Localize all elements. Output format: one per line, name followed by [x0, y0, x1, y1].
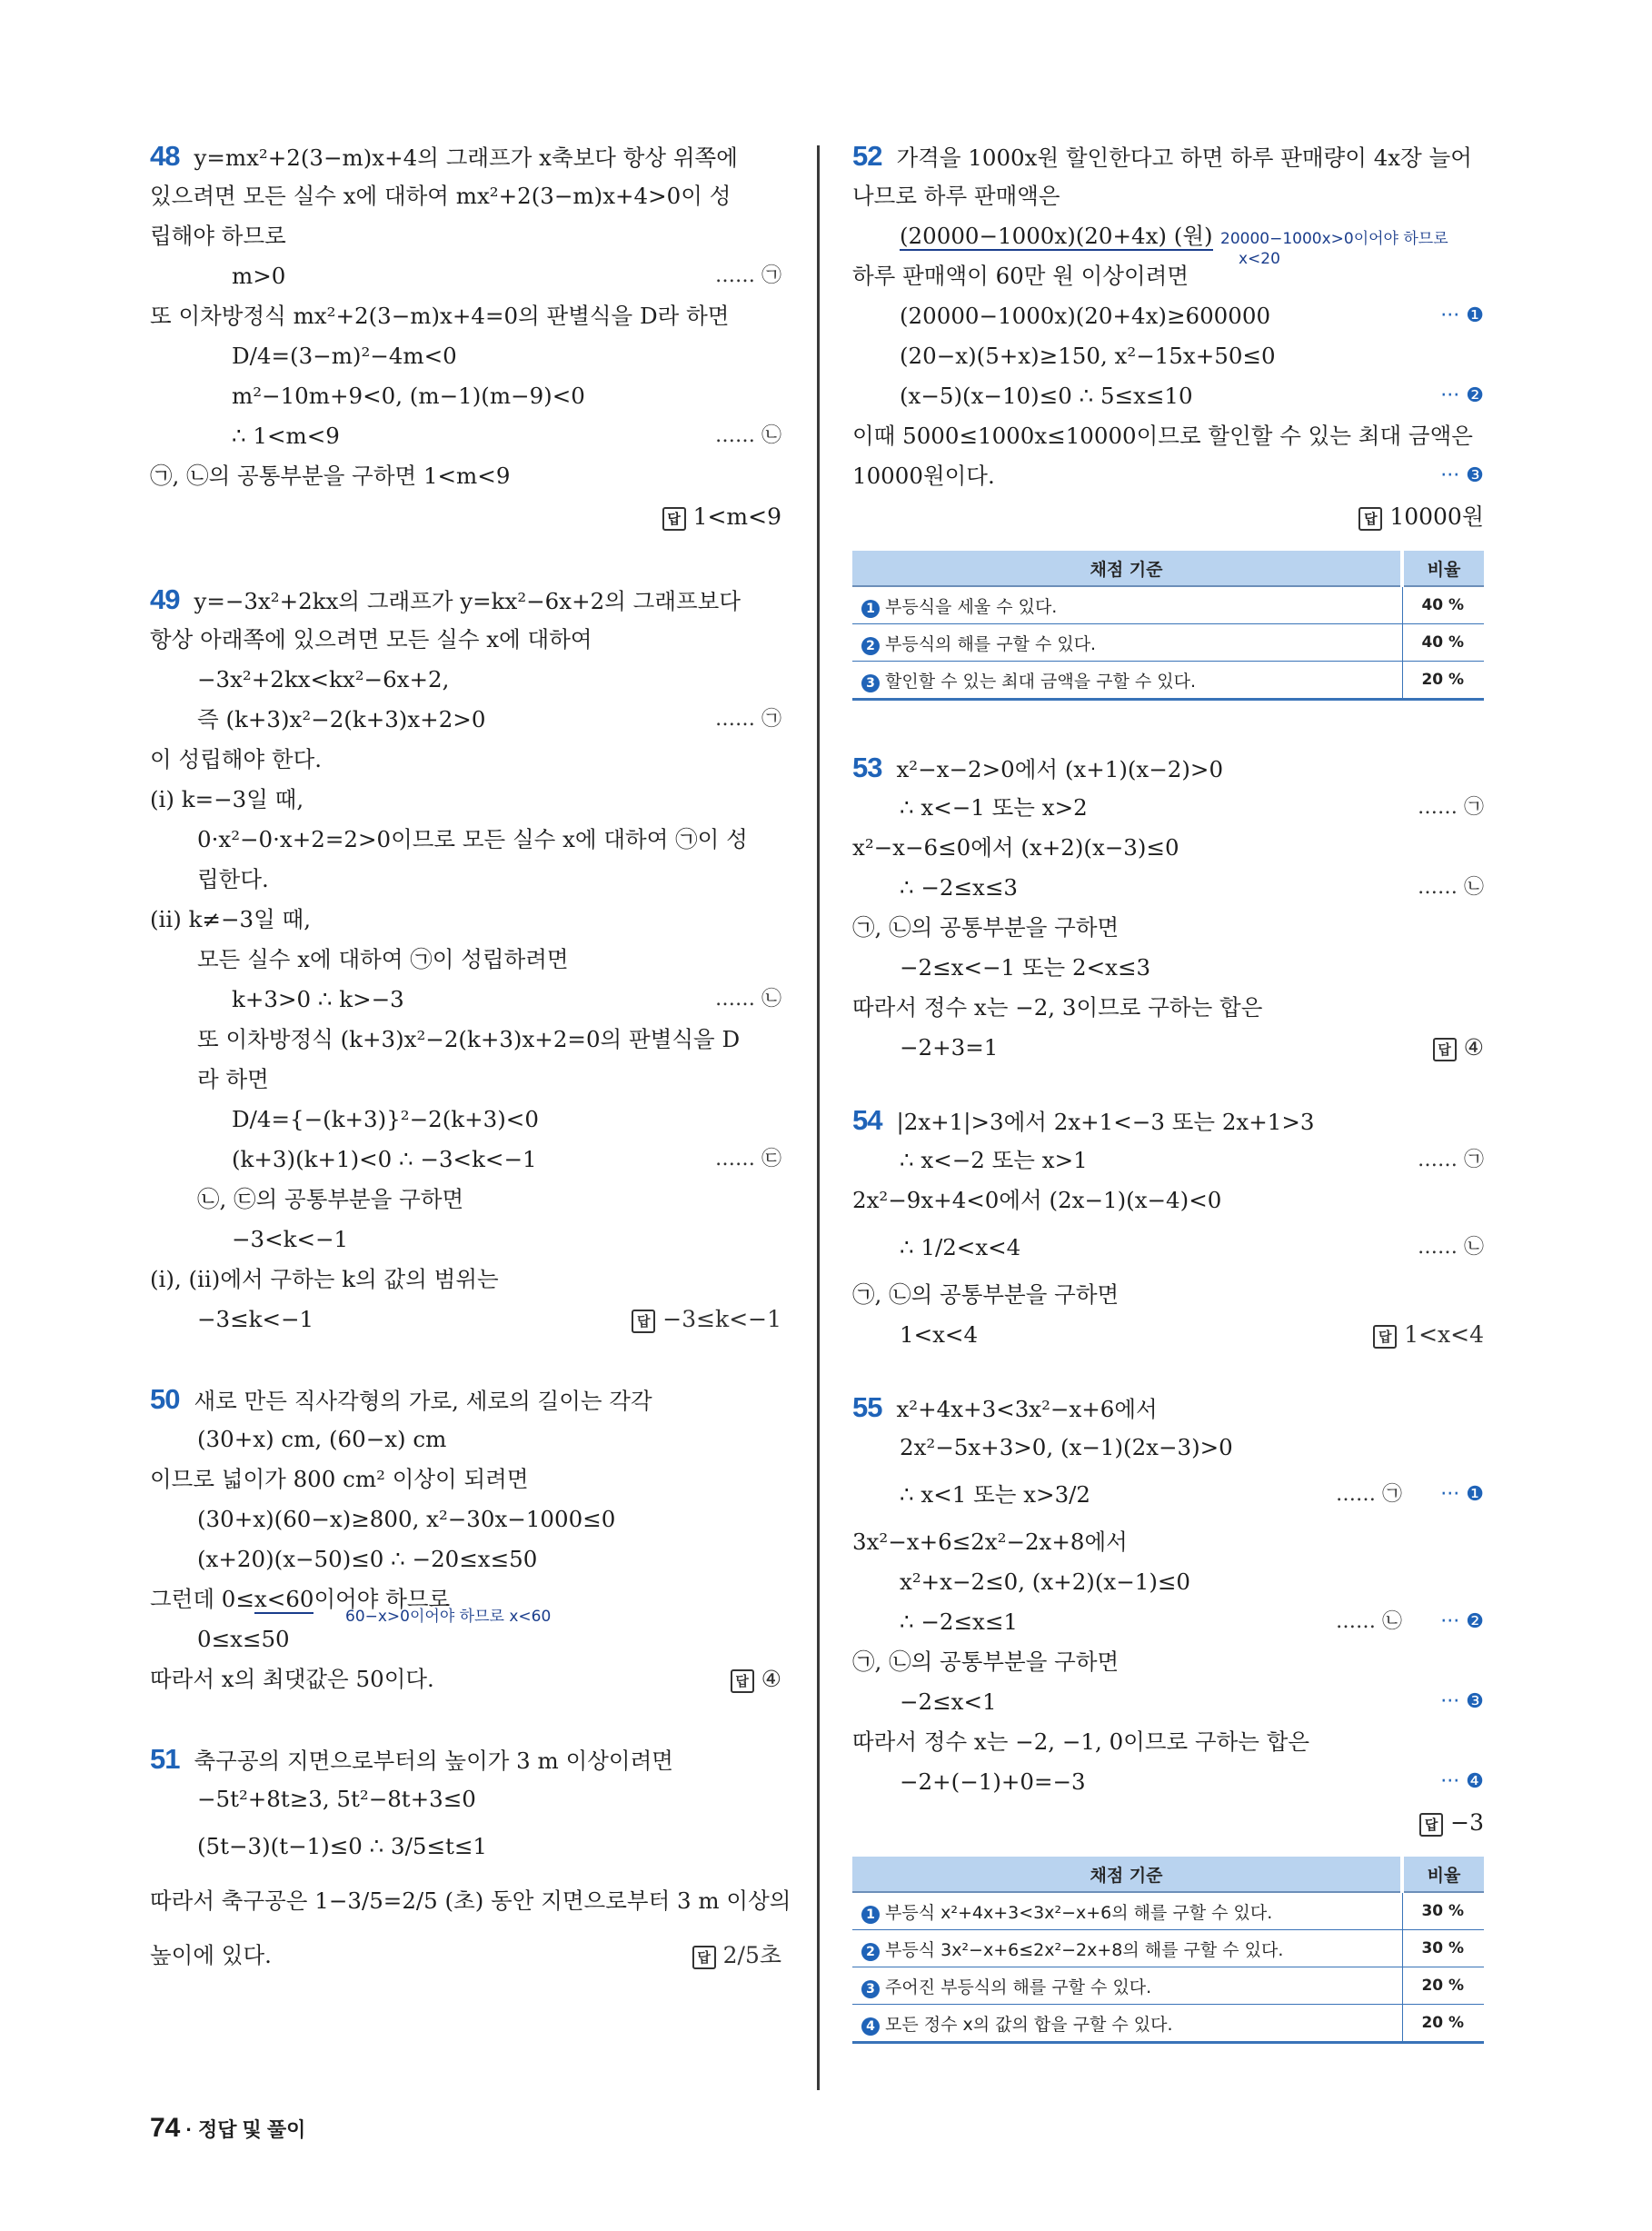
answer-icon: 답	[632, 1310, 655, 1333]
answer-icon: 답	[1419, 1813, 1443, 1837]
table-row: 1 부등식 x²+4x+3<3x²−x+6의 해를 구할 수 있다. 30 %	[852, 1892, 1484, 1930]
answer: 답 1<m<9	[150, 496, 781, 538]
page-footer	[150, 2113, 305, 2144]
answer: 답 −3	[852, 1802, 1484, 1844]
problem-52: 52 가격을 1000x원 할인한다고 하면 하루 판매량이 4x장 늘어 나므로 하루 판매액은 (20000−1000x)(20+4x) (원) 20000−1000x>0이어야 하므로 x<20 하루 판매액이 60만 원 이상이려면 (20000−1000x)(20+4x)≥600000 ··· ❶ (20−x)(5+x)≥150, x²−15x+50≤0 (x−5)(x−10)≤0 ∴ 5≤x≤10 ··· ❷ 이때 5000≤1000x≤10000이므로 할인할 수 있는 최대 금액은 10000원이다. ··· ❸ 답 10000원 채점 기준 비율 1 부등식을 세울 수 있다. 40 % 2 부등식의 해를 구할 수 있다. 40 % 3 할인할 수 있는 최대 금액을 구할 수 있다. 20 %	[852, 136, 1484, 701]
answer: 답 ④	[731, 1659, 781, 1701]
scoring-table: 채점 기준 비율 1 부등식 x²+4x+3<3x²−x+6의 해를 구할 수 있다. 30 % 2 부등식 3x²−x+6≤2x²−2x+8의 해를 구할 수 있다. 30 % 3 주어진 부등식의 해를 구할 수 있다. 20 % 4 모든 정수 x의 값의 합을 구할 수 있다. 20 %	[852, 1857, 1484, 2044]
answer-icon: 답	[662, 507, 686, 531]
problem-number: 50	[150, 1383, 180, 1415]
problem-number: 49	[150, 583, 180, 615]
table-row: 1 부등식을 세울 수 있다. 40 %	[852, 586, 1484, 624]
table-row: 4 모든 정수 x의 값의 합을 구할 수 있다. 20 %	[852, 2005, 1484, 2043]
margin-note: 60−x>0이어야 하므로 x<60	[345, 1608, 552, 1626]
answer-icon: 답	[1433, 1038, 1457, 1061]
margin-note: x<20	[1239, 250, 1280, 268]
problem-51: 51 축구공의 지면으로부터의 높이가 3 m 이상이려면 −5t²+8t≥3, 5t²−8t+3≤0 (5t−3)(t−1)≤0 ∴ 3/5≤t≤1 따라서 축구공은 1−3/5=2/5 (초) 동안 지면으로부터 3 m 이상의 높이에 있다. 답 2/5초	[150, 1739, 781, 1983]
problem-55: 55 x²+4x+3<3x²−x+6에서 2x²−5x+3>0, (x−1)(2x−3)>0 ∴ x<1 또는 x>3/2 …… ㉠ ··· ❶ 3x²−x+6≤2x²−2x+8에서 x²+x−2≤0, (x+2)(x−1)≤0 ∴ −2≤x≤1 …… ㉡ ··· ❷ ㉠, ㉡의 공통부분을 구하면 −2≤x<1 ··· ❸ 따라서 정수 x는 −2, −1, 0이므로 구하는 합은 −2+(−1)+0=−3 ··· ❹ 답 −3 채점 기준 비율 1 부등식 x²+4x+3<3x²−x+6의 해를 구할 수 있다. 30 % 2 부등식 3x²−x+6≤2x²−2x+8의 해를 구할 수 있다. 30 % 3 주어진 부등식의 해를 구할 수 있다. 20 % 4 모든 정수 x의 값의 합을 구할 수 있다. 20 %	[852, 1388, 1484, 2044]
problem-number: 54	[852, 1104, 882, 1136]
answer: 답 2/5초	[692, 1928, 781, 1985]
table-row: 2 부등식의 해를 구할 수 있다. 40 %	[852, 624, 1484, 662]
answer: 답 ④	[1433, 1028, 1484, 1070]
answer: 답 10000원	[852, 496, 1484, 538]
problem-48: 48 y=mx²+2(3−m)x+4의 그래프가 x축보다 항상 위쪽에 있으려면 모든 실수 x에 대하여 mx²+2(3−m)x+4>0이 성 립해야 하므로 m>0 …… ㉠ 또 이차방정식 mx²+2(3−m)x+4=0의 판별식을 D라 하면 D/4=(3−m)²−4m<0 m²−10m+9<0, (m−1)(m−9)<0 ∴ 1<m<9 …… ㉡ ㉠, ㉡의 공통부분을 구하면 1<m<9 답 1<m<9	[150, 136, 781, 538]
problem-number: 55	[852, 1391, 882, 1423]
answer: 답 −3≤k<−1	[632, 1300, 781, 1341]
answer-icon: 답	[1358, 507, 1382, 531]
answer-icon: 답	[692, 1946, 716, 1969]
table-row: 3 주어진 부등식의 해를 구할 수 있다. 20 %	[852, 1967, 1484, 2005]
scoring-table: 채점 기준 비율 1 부등식을 세울 수 있다. 40 % 2 부등식의 해를 구할 수 있다. 40 % 3 할인할 수 있는 최대 금액을 구할 수 있다. 20 %	[852, 551, 1484, 701]
table-row: 2 부등식 3x²−x+6≤2x²−2x+8의 해를 구할 수 있다. 30 %	[852, 1930, 1484, 1967]
left-column	[150, 136, 791, 1983]
table-row: 3 할인할 수 있는 최대 금액을 구할 수 있다. 20 %	[852, 662, 1484, 700]
problem-50: 50 새로 만든 직사각형의 가로, 세로의 길이는 각각 (30+x) cm, (60−x) cm 이므로 넓이가 800 cm² 이상이 되려면 (30+x)(60−x)≥800, x²−30x−1000≤0 (x+20)(x−50)≤0 ∴ −20≤x≤50 그런데 0≤x<60이어야 하므로 60−x>0이어야 하므로 x<60 0≤x≤50 따라서 x의 최댓값은 50이다. 답 ④	[150, 1379, 781, 1699]
column-divider	[817, 145, 820, 2090]
footer-label: · 정답 및 풀이	[185, 2118, 306, 2141]
page-number: 74	[150, 2113, 181, 2143]
problem-number: 51	[150, 1743, 180, 1775]
right-column	[852, 136, 1484, 2044]
answer: 답 1<x<4	[1373, 1315, 1484, 1357]
answer-icon: 답	[731, 1669, 754, 1693]
problem-number: 53	[852, 752, 882, 783]
answer-icon: 답	[1373, 1325, 1397, 1349]
problem-53: 53 x²−x−2>0에서 (x+1)(x−2)>0 ∴ x<−1 또는 x>2 …… ㉠ x²−x−6≤0에서 (x+2)(x−3)≤0 ∴ −2≤x≤3 …… ㉡ ㉠, ㉡의 공통부분을 구하면 −2≤x<−1 또는 2<x≤3 따라서 정수 x는 −2, 3이므로 구하는 합은 −2+3=1 답 ④	[852, 748, 1484, 1068]
margin-note: 20000−1000x>0이어야 하므로	[1220, 230, 1448, 248]
problem-number: 48	[150, 140, 180, 172]
problem-number: 52	[852, 140, 882, 172]
problem-54: 54 |2x+1|>3에서 2x+1<−3 또는 2x+1>3 ∴ x<−2 또는 x>1 …… ㉠ 2x²−9x+4<0에서 (2x−1)(x−4)<0 ∴ 1/2<x<4 …… ㉡ ㉠, ㉡의 공통부분을 구하면 1<x<4 답 1<x<4	[852, 1101, 1484, 1355]
problem-49: 49 y=−3x²+2kx의 그래프가 y=kx²−6x+2의 그래프보다 항상 아래쪽에 있으려면 모든 실수 x에 대하여 −3x²+2kx<kx²−6x+2, 즉 (k+3)x²−2(k+3)x+2>0 …… ㉠ 이 성립해야 한다. (ⅰ) k=−3일 때, 0·x²−0·x+2=2>0이므로 모든 실수 x에 대하여 ㉠이 성 립한다. (ⅱ) k≠−3일 때, 모든 실수 x에 대하여 ㉠이 성립하려면 k+3>0 ∴ k>−3 …… ㉡ 또 이차방정식 (k+3)x²−2(k+3)x+2=0의 판별식을 D 라 하면 D/4={−(k+3)}²−2(k+3)<0 (k+3)(k+1)<0 ∴ −3<k<−1 …… ㉢ ㉡, ㉢의 공통부분을 구하면 −3<k<−1 (ⅰ), (ⅱ)에서 구하는 k의 값의 범위는 −3≤k<−1 답 −3≤k<−1	[150, 580, 781, 1340]
